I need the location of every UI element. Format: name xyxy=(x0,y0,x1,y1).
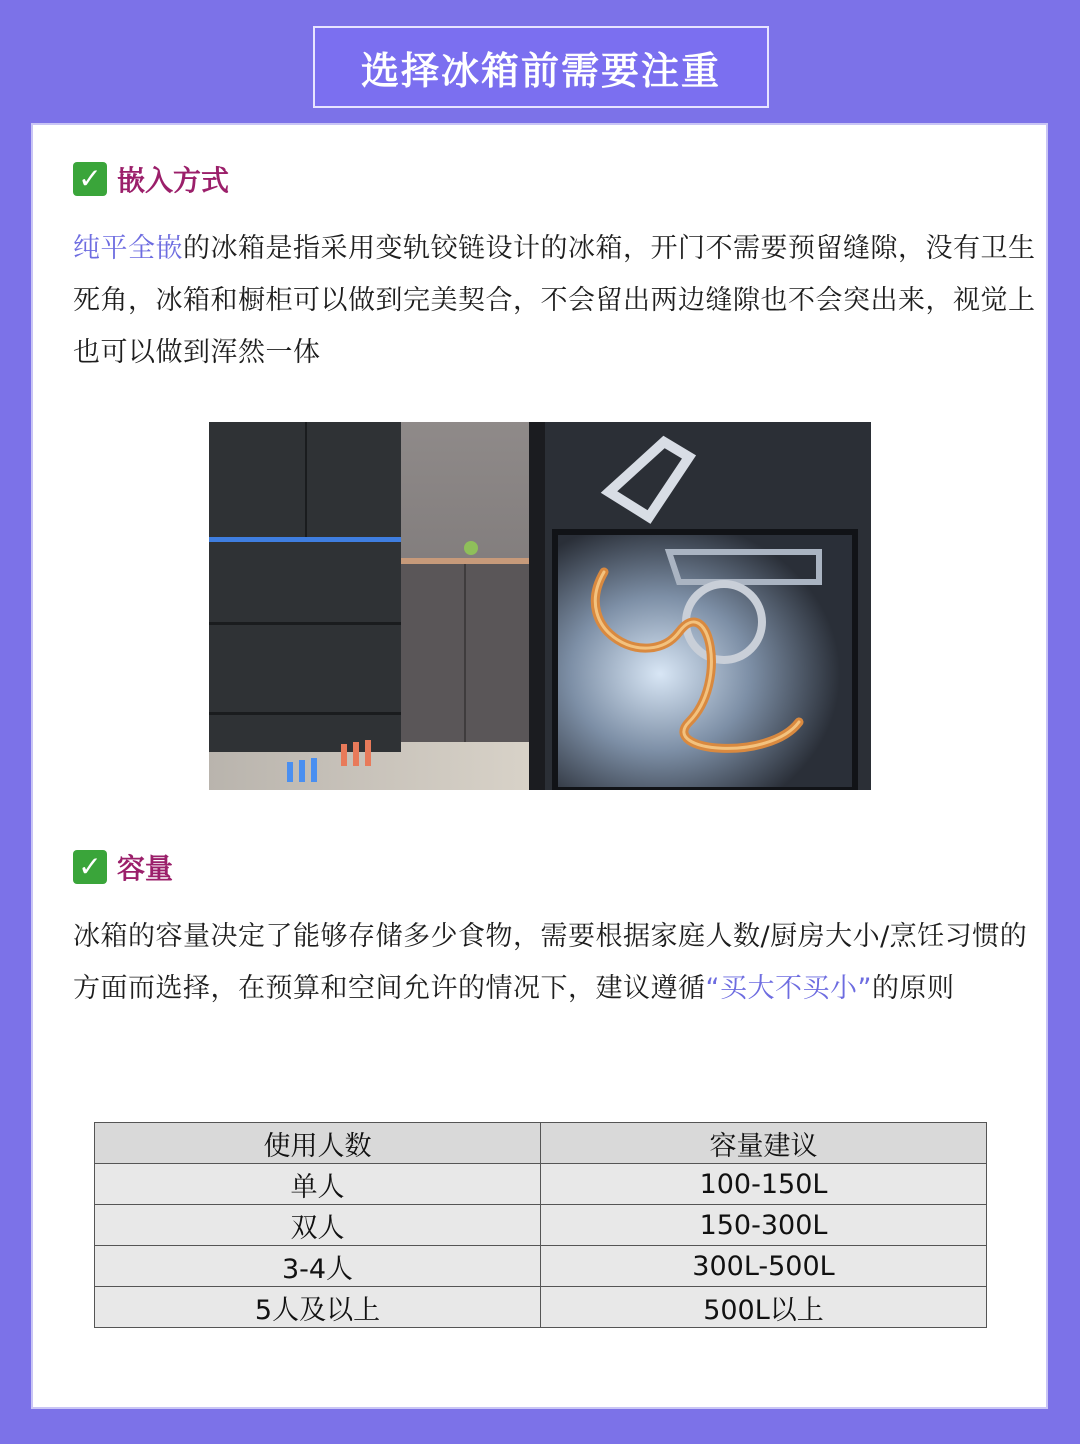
table-row xyxy=(95,1164,987,1205)
table-row xyxy=(95,1205,987,1246)
section-heading-embed xyxy=(73,159,229,199)
table-row xyxy=(95,1287,987,1328)
highlight-text: “买大不买小” xyxy=(705,973,872,1004)
table-cell: 500L以上 xyxy=(541,1287,987,1328)
paragraph-text-end: 的原则 xyxy=(871,973,955,1004)
section-title: 容量 xyxy=(117,852,174,885)
table-header: 容量建议 xyxy=(541,1123,987,1164)
table-header: 使用人数 xyxy=(95,1123,541,1164)
table-cell: 双人 xyxy=(95,1205,541,1246)
embed-paragraph xyxy=(73,223,1048,379)
table-cell: 5人及以上 xyxy=(95,1287,541,1328)
capacity-paragraph xyxy=(73,911,1048,1015)
table-header-row xyxy=(95,1123,987,1164)
capacity-table xyxy=(94,1122,987,1328)
section-title: 嵌入方式 xyxy=(117,164,230,197)
check-mark-icon: ✓ xyxy=(73,850,107,884)
table-cell: 300L-500L xyxy=(541,1246,987,1287)
page-title-banner xyxy=(313,26,769,108)
content-card xyxy=(31,123,1048,1409)
paragraph-text: 冰箱的容量决定了能够存储多少食物，需要根据家庭人数/厨房大小/烹饪习惯的方面而选择，在预算和空间允许的情况下，建议遵循 xyxy=(73,921,1028,1004)
section-heading-capacity xyxy=(73,847,173,887)
fridge-photo xyxy=(209,422,871,790)
check-mark-icon: ✓ xyxy=(73,162,107,196)
table-cell: 150-300L xyxy=(541,1205,987,1246)
table-cell: 100-150L xyxy=(541,1164,987,1205)
table-row xyxy=(95,1246,987,1287)
paragraph-text: 的冰箱是指采用变轨铰链设计的冰箱，开门不需要预留缝隙，没有卫生死角，冰箱和橱柜可以做到完美契合，不会留出两边缝隙也不会突出来，视觉上也可以做到浑然一体 xyxy=(73,233,1036,368)
table-cell: 单人 xyxy=(95,1164,541,1205)
table-cell: 3-4人 xyxy=(95,1246,541,1287)
highlight-text: 纯平全嵌 xyxy=(73,233,183,264)
page-title: 选择冰箱前需要注重 xyxy=(360,48,721,93)
